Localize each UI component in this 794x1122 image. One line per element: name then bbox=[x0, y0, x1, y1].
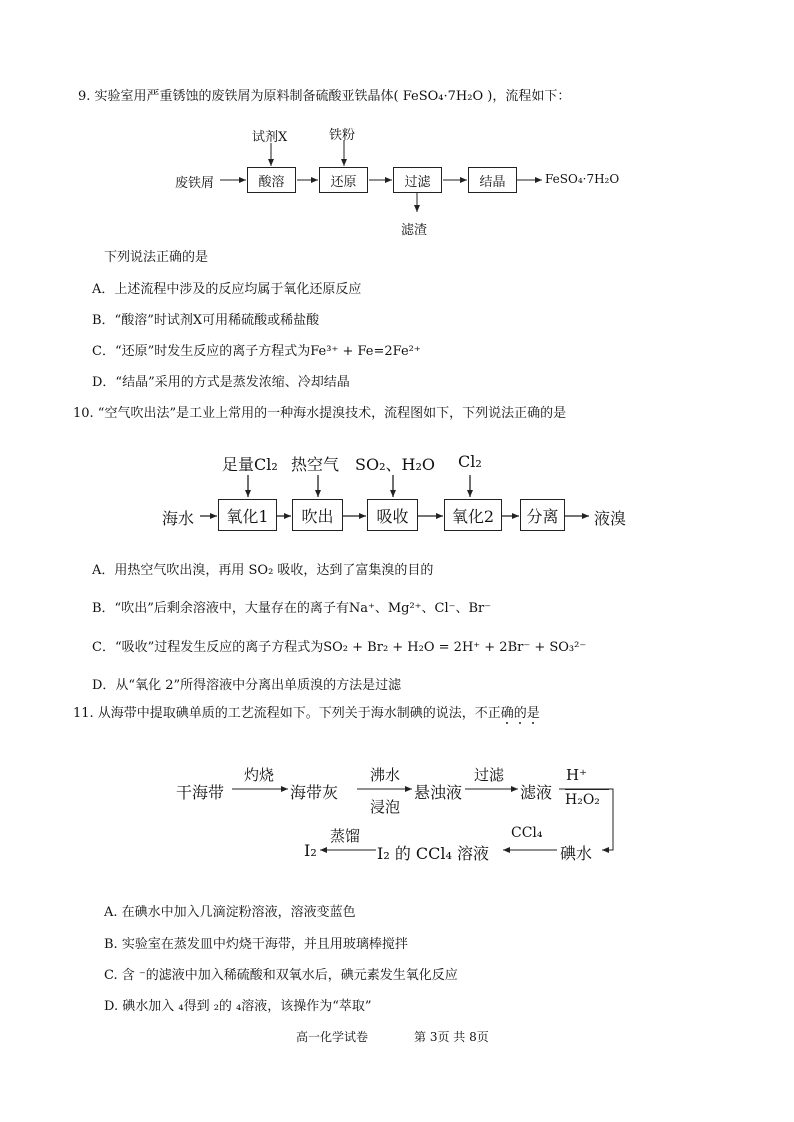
q11-op-filter: 过滤 bbox=[474, 766, 505, 784]
q10-step-absorb: 吸收 bbox=[367, 499, 418, 531]
q11-option-c: C. 含 ⁻的滤液中加入稀硫酸和双氧水后，碘元素发生氧化反应 bbox=[104, 968, 458, 983]
q11-option-d: D. 碘水加入 ₄得到 ₂的 ₄溶液，该操作为“萃取” bbox=[104, 999, 372, 1014]
q11-kelp-ash: 海带灰 bbox=[290, 783, 339, 802]
q11-stem: 11. 从海带中提取碘单质的工艺流程如下。下列关于海水制碘的说法，不正确的是 bbox=[73, 706, 540, 721]
q9-question: 下列说法正确的是 bbox=[104, 250, 209, 265]
q9-step-filter: 过滤 bbox=[393, 167, 442, 193]
q9-start-waste-iron: 废铁屑 bbox=[175, 176, 215, 191]
q11-op-distill: 蒸馏 bbox=[330, 827, 361, 845]
q11-op-boiling-water: 沸水 bbox=[370, 766, 401, 784]
q9-step-reduce: 还原 bbox=[319, 167, 368, 193]
footer-page-number: 第 3页 共 8页 bbox=[414, 1030, 489, 1044]
q10-option-c: C．“吸收”过程发生反应的离子方程式为SO₂ + Br₂ + H₂O = 2H⁺ + 2Br⁻ + SO₃²⁻ bbox=[92, 640, 587, 655]
q11-option-b: B. 实验室在蒸发皿中灼烧干海带，并且用玻璃棒搅拌 bbox=[104, 937, 408, 952]
footer-exam-title: 高一化学试卷 bbox=[296, 1030, 369, 1044]
q11-option-a: A. 在碘水中加入几滴淀粉溶液，溶液变蓝色 bbox=[104, 905, 356, 920]
q10-input-cl2-excess: 足量Cl₂ bbox=[222, 455, 278, 474]
q9-iron-powder: 铁粉 bbox=[329, 128, 356, 143]
q10-input-cl2: Cl₂ bbox=[458, 452, 482, 471]
q9-step-crystallize: 结晶 bbox=[468, 167, 517, 193]
q10-stem: 10. “空气吹出法”是工业上常用的一种海水提溴技术，流程图如下，下列说法正确的是 bbox=[73, 406, 567, 421]
q11-iodine-water: 碘水 bbox=[560, 844, 593, 863]
q10-step-oxidize2: 氧化2 bbox=[444, 499, 502, 531]
q11-suspension: 悬浊液 bbox=[414, 783, 463, 802]
q10-start-seawater: 海水 bbox=[162, 509, 195, 528]
q10-step-blow-out: 吹出 bbox=[292, 499, 343, 531]
q10-input-so2-h2o: SO₂、H₂O bbox=[355, 455, 435, 474]
q9-product: FeSO₄·7H₂O bbox=[545, 172, 620, 186]
q11-filtrate: 滤液 bbox=[520, 783, 553, 802]
q10-input-hot-air: 热空气 bbox=[291, 455, 340, 474]
q10-option-b: B．“吹出”后剩余溶液中，大量存在的离子有Na⁺、Mg²⁺、Cl⁻、Br⁻ bbox=[92, 601, 492, 616]
q11-op-h2o2: H₂O₂ bbox=[565, 792, 600, 808]
q11-op-ccl4: CCl₄ bbox=[511, 825, 543, 841]
q9-reagent-x: 试剂X bbox=[252, 130, 288, 145]
q11-op-soak: 浸泡 bbox=[370, 798, 401, 816]
q9-option-b: B．“酸溶”时试剂X可用稀硫酸或稀盐酸 bbox=[92, 313, 320, 328]
q10-option-a: A．用热空气吹出溴，再用 SO₂ 吸收，达到了富集溴的目的 bbox=[92, 563, 434, 578]
q9-stem: 9. 实验室用严重锈蚀的废铁屑为原料制备硫酸亚铁晶体( FeSO₄·7H₂O )，流程如下： bbox=[78, 89, 571, 104]
q11-op-burn: 灼烧 bbox=[244, 766, 275, 784]
q10-step-oxidize1: 氧化1 bbox=[218, 499, 277, 531]
q9-step-acid-dissolve: 酸溶 bbox=[247, 167, 296, 193]
q10-end-liquid-bromine: 液溴 bbox=[594, 509, 627, 528]
q11-dry-kelp: 干海带 bbox=[176, 783, 225, 802]
q9-option-d: D．“结晶”采用的方式是蒸发浓缩、冷却结晶 bbox=[92, 375, 350, 390]
q10-option-d: D．从“氧化 2”所得溶液中分离出单质溴的方法是过滤 bbox=[92, 678, 402, 693]
q9-option-c: C．“还原”时发生反应的离子方程式为Fe³⁺ + Fe=2Fe²⁺ bbox=[92, 344, 421, 359]
q9-residue: 滤渣 bbox=[401, 223, 428, 238]
q9-option-a: A．上述流程中涉及的反应均属于氧化还原反应 bbox=[92, 282, 362, 297]
q11-op-divider bbox=[565, 789, 609, 790]
q11-op-h-plus: H⁺ bbox=[566, 766, 587, 784]
q10-step-separate: 分离 bbox=[520, 499, 565, 531]
q11-iodine-ccl4-solution: I₂ 的 CCl₄ 溶液 bbox=[377, 844, 490, 863]
q11-iodine: I₂ bbox=[304, 841, 317, 860]
